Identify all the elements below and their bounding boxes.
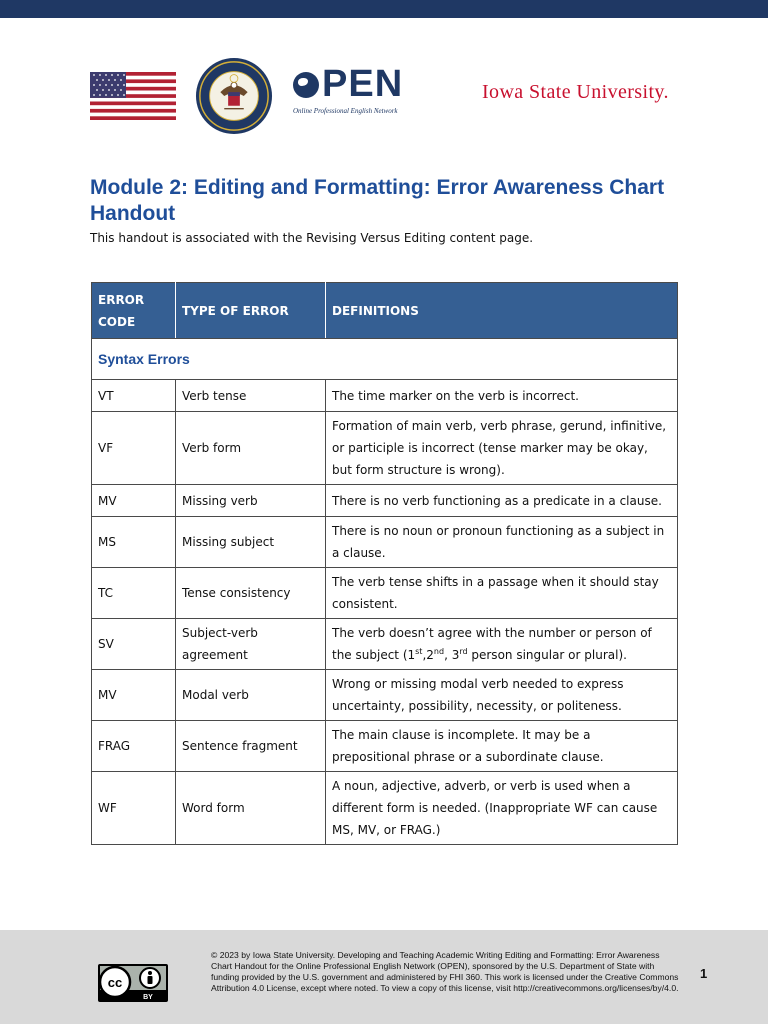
definition-text: ,2 [422, 648, 434, 662]
definition-cell: A noun, adjective, adverb, or verb is used when a different form is needed. (Inappropriate WF can cause MS, MV, or FRAG.) [326, 772, 678, 845]
table-row [92, 568, 678, 619]
page-subtitle: This handout is associated with the Revising Versus Editing content page. [90, 231, 534, 245]
definition-text: person singular or plural). [467, 648, 627, 662]
table-row [92, 619, 678, 670]
definition-cell: There is no noun or pronoun functioning as a subject in a clause. [326, 517, 678, 568]
definition-text: , 3 [444, 648, 460, 662]
open-wordmark [293, 63, 403, 106]
table-row [92, 380, 678, 412]
error-code-cell: VF [92, 412, 176, 485]
table-row [92, 772, 678, 845]
error-code-cell: VT [92, 380, 176, 412]
error-type-cell: Word form [176, 772, 326, 845]
logo-row [0, 55, 768, 140]
page-title: Module 2: Editing and Formatting: Error Awareness Chart Handout [90, 176, 665, 225]
error-chart-table [91, 282, 678, 845]
creative-commons-by-icon [98, 964, 168, 1002]
error-type-cell: Missing subject [176, 517, 326, 568]
department-of-state-seal-icon [195, 55, 273, 137]
table-row [92, 517, 678, 568]
page-footer [0, 930, 768, 1024]
error-code-cell: MV [92, 670, 176, 721]
open-tagline: Online Professional English Network [293, 107, 398, 115]
definition-cell [326, 619, 678, 670]
error-type-cell: Verb tense [176, 380, 326, 412]
top-color-bar [0, 0, 768, 18]
error-code-cell: WF [92, 772, 176, 845]
section-row [92, 339, 678, 380]
definition-cell: The verb tense shifts in a passage when it should stay consistent. [326, 568, 678, 619]
error-code-cell: MV [92, 485, 176, 517]
section-title: Syntax Errors [92, 339, 678, 380]
definition-cell: The time marker on the verb is incorrect. [326, 380, 678, 412]
table-row [92, 485, 678, 517]
us-flag-icon [90, 72, 176, 120]
error-code-cell: TC [92, 568, 176, 619]
license-badge-text: BY [143, 994, 153, 1001]
definition-cell: Formation of main verb, verb phrase, gerund, infinitive, or participle is incorrect (tense marker may be okay, but form structure is wrong). [326, 412, 678, 485]
error-type-cell: Subject-verb agreement [176, 619, 326, 670]
table-row [92, 721, 678, 772]
table-row [92, 412, 678, 485]
license-text: © 2023 by Iowa State University. Developing and Teaching Academic Writing Editing and Formatting: Error Awareness Chart Handout for the Online Professional English Network (OPEN), sponsored by the U.S. Department of State with funding provided by the U.S. government and administered by FHI 360. This work is licensed under the Creative Commons Attribution 4.0 License, except where noted. To view a copy of this license, visit http://creativecommons.org/licenses/by/4.0. [211, 950, 679, 993]
iowa-state-university-logo: Iowa State University. [482, 81, 669, 103]
svg-text:cc: cc [107, 975, 123, 990]
ordinal-superscript: nd [433, 647, 445, 656]
definition-cell: There is no verb functioning as a predicate in a clause. [326, 485, 678, 517]
page-number: 1 [700, 966, 708, 981]
open-logo [293, 63, 428, 124]
definition-cell: Wrong or missing modal verb needed to express uncertainty, possibility, necessity, or politeness. [326, 670, 678, 721]
header-type-of-error: TYPE OF ERROR [176, 283, 326, 339]
ordinal-superscript: st [415, 647, 423, 656]
globe-icon [293, 72, 319, 98]
definition-text: The verb doesn’t agree with the number or person of the subject (1 [332, 626, 652, 662]
error-code-cell: SV [92, 619, 176, 670]
error-code-cell: MS [92, 517, 176, 568]
error-type-cell: Missing verb [176, 485, 326, 517]
header-definitions: DEFINITIONS [326, 283, 678, 339]
error-code-cell: FRAG [92, 721, 176, 772]
header-error-code: ERROR CODE [92, 283, 176, 339]
table-header-row [92, 283, 678, 339]
error-type-cell: Sentence fragment [176, 721, 326, 772]
table-row [92, 670, 678, 721]
error-type-cell: Tense consistency [176, 568, 326, 619]
error-type-cell: Verb form [176, 412, 326, 485]
definition-cell: The main clause is incomplete. It may be a prepositional phrase or a subordinate clause. [326, 721, 678, 772]
ordinal-superscript: rd [459, 647, 468, 656]
open-wordmark-text: PEN [322, 63, 404, 105]
error-type-cell: Modal verb [176, 670, 326, 721]
